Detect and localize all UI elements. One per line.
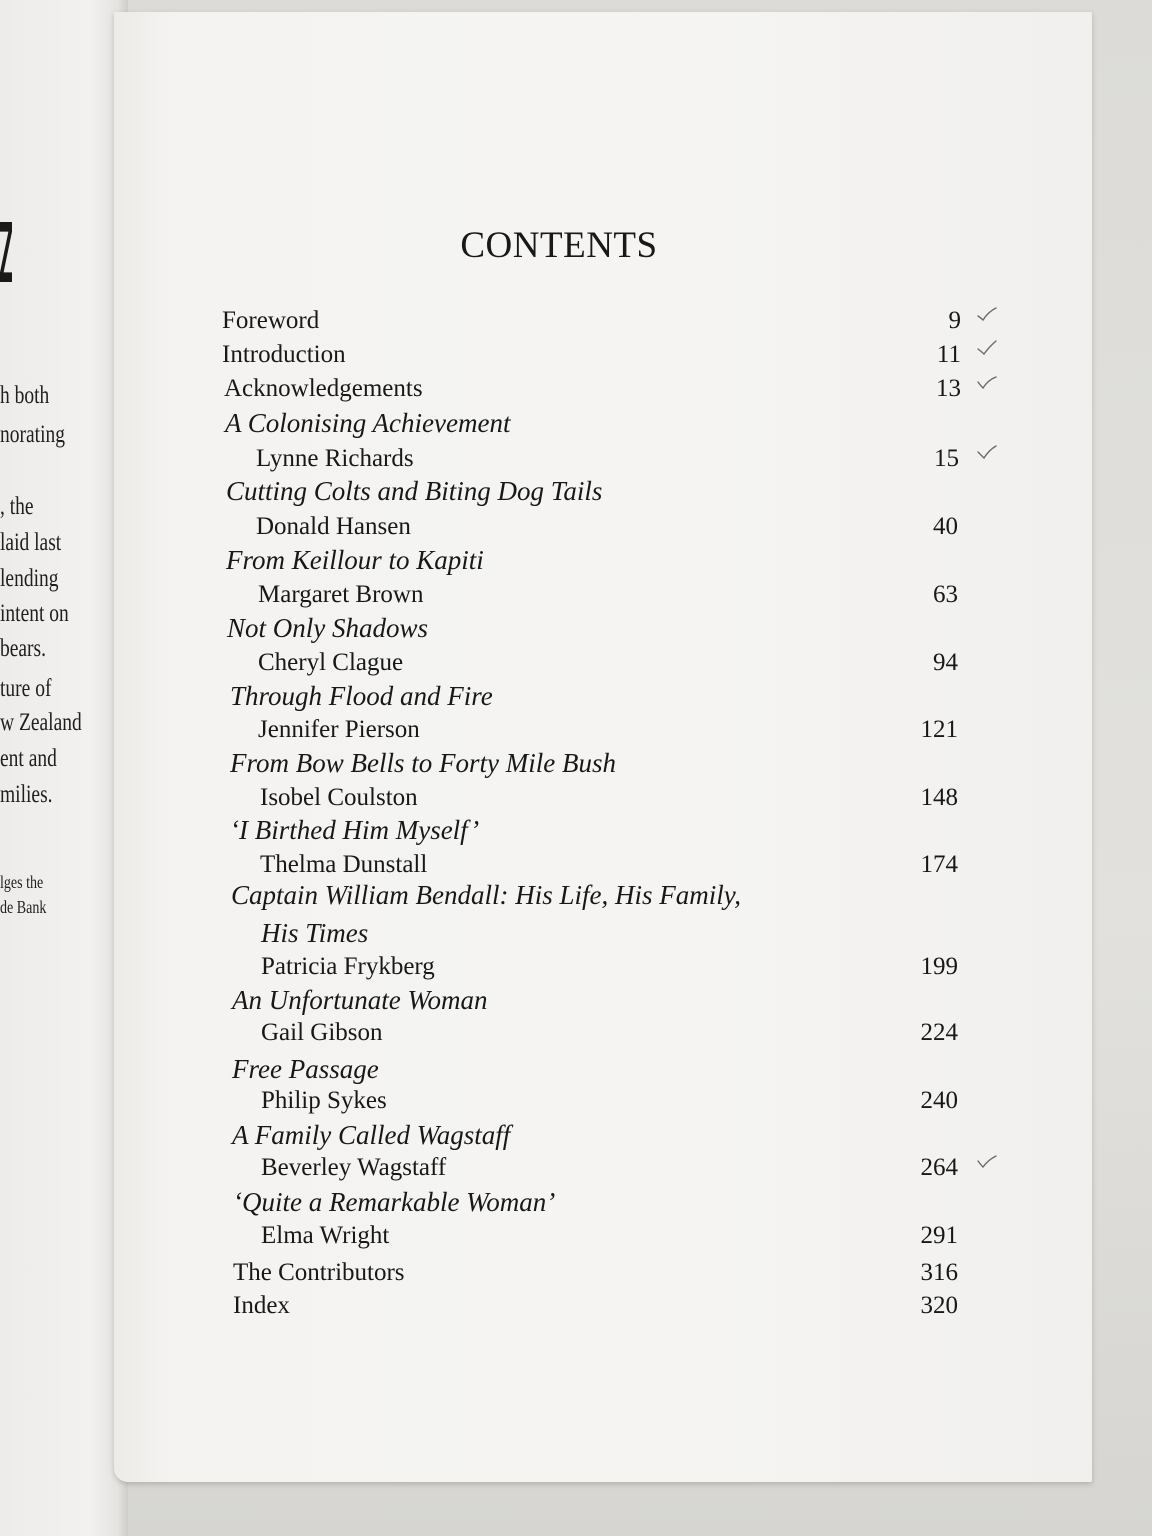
left-page-fragment: de Bank <box>0 897 47 917</box>
pencil-checkmark-icon <box>976 1153 998 1169</box>
left-page-fragment: bears. <box>0 635 47 662</box>
toc-page-number: 316 <box>920 1259 958 1286</box>
toc-page-number: 121 <box>920 716 958 743</box>
toc-author-name: Philip Sykes <box>261 1087 387 1114</box>
toc-essay-title: Captain William Bendall: His Life, His Family, <box>231 880 741 910</box>
toc-essay-title: An Unfortunate Woman <box>232 985 488 1015</box>
toc-author-name: Jennifer Pierson <box>258 716 420 743</box>
table-of-contents <box>114 12 1092 1482</box>
toc-author-name: Lynne Richards <box>256 445 414 472</box>
cropped-letter-glyph <box>0 222 12 282</box>
toc-author-name: Elma Wright <box>261 1222 390 1249</box>
toc-section-label: Index <box>233 1292 290 1319</box>
toc-essay-title: A Family Called Wagstaff <box>232 1120 511 1150</box>
contents-page <box>114 12 1092 1482</box>
pencil-checkmark-icon <box>976 444 998 460</box>
pencil-checkmark-icon <box>976 340 998 356</box>
toc-page-number: 63 <box>933 581 958 608</box>
toc-page-number: 174 <box>920 851 958 878</box>
left-page-fragment: , the <box>0 493 34 520</box>
toc-page-number: 40 <box>933 513 958 540</box>
toc-page-number: 11 <box>936 341 961 368</box>
toc-essay-title: Not Only Shadows <box>227 613 429 643</box>
left-page-fragment: ture of <box>0 675 52 702</box>
toc-essay-title-continued: His Times <box>261 918 369 948</box>
toc-page-number: 13 <box>936 375 961 402</box>
toc-essay-title: From Bow Bells to Forty Mile Bush <box>230 748 616 778</box>
left-page-fragment: norating <box>0 421 65 448</box>
toc-page-number: 9 <box>948 307 961 334</box>
toc-author-name: Margaret Brown <box>258 581 424 608</box>
toc-essay-title: Cutting Colts and Biting Dog Tails <box>226 476 603 506</box>
left-page-fragment: laid last <box>0 529 62 556</box>
toc-author-name: Isobel Coulston <box>260 784 418 811</box>
toc-author-name: Donald Hansen <box>256 513 411 540</box>
pencil-checkmark-icon <box>976 374 998 390</box>
toc-page-number: 264 <box>920 1154 958 1181</box>
left-page-fragment: w Zealand <box>0 709 82 736</box>
left-page-fragment: intent on <box>0 600 69 627</box>
toc-author-name: Gail Gibson <box>261 1019 383 1046</box>
toc-page-number: 291 <box>920 1222 958 1249</box>
left-page-fragment: lges the <box>0 872 44 892</box>
toc-essay-title: Through Flood and Fire <box>230 681 493 711</box>
toc-page-number: 148 <box>920 784 958 811</box>
pencil-checkmark-icon <box>976 306 998 322</box>
left-page-fragment: h both <box>0 382 50 409</box>
left-page-fragment: lending <box>0 565 59 592</box>
left-page-fragment: ent and <box>0 745 57 772</box>
toc-page-number: 94 <box>933 649 958 676</box>
toc-page-number: 240 <box>920 1087 958 1114</box>
toc-author-name: Thelma Dunstall <box>260 851 428 878</box>
toc-page-number: 224 <box>920 1019 958 1046</box>
toc-section-label: Foreword <box>222 307 320 334</box>
page-title: CONTENTS <box>460 225 658 266</box>
toc-page-number: 15 <box>934 445 959 472</box>
toc-author-name: Cheryl Clague <box>258 649 404 676</box>
toc-essay-title: ‘Quite a Remarkable Woman’ <box>233 1187 556 1217</box>
toc-section-label: Introduction <box>222 341 346 368</box>
left-page-fragment: milies. <box>0 781 53 808</box>
toc-page-number: 320 <box>920 1292 958 1319</box>
toc-section-label: Acknowledgements <box>224 375 423 402</box>
toc-essay-title: A Colonising Achievement <box>225 408 511 438</box>
toc-section-label: The Contributors <box>233 1259 405 1286</box>
toc-author-name: Patricia Frykberg <box>261 953 435 980</box>
toc-essay-title: ‘I Birthed Him Myself’ <box>230 815 480 845</box>
toc-author-name: Beverley Wagstaff <box>261 1154 447 1181</box>
toc-essay-title: From Keillour to Kapiti <box>226 545 484 575</box>
toc-essay-title: Free Passage <box>232 1054 379 1084</box>
toc-page-number: 199 <box>920 953 958 980</box>
